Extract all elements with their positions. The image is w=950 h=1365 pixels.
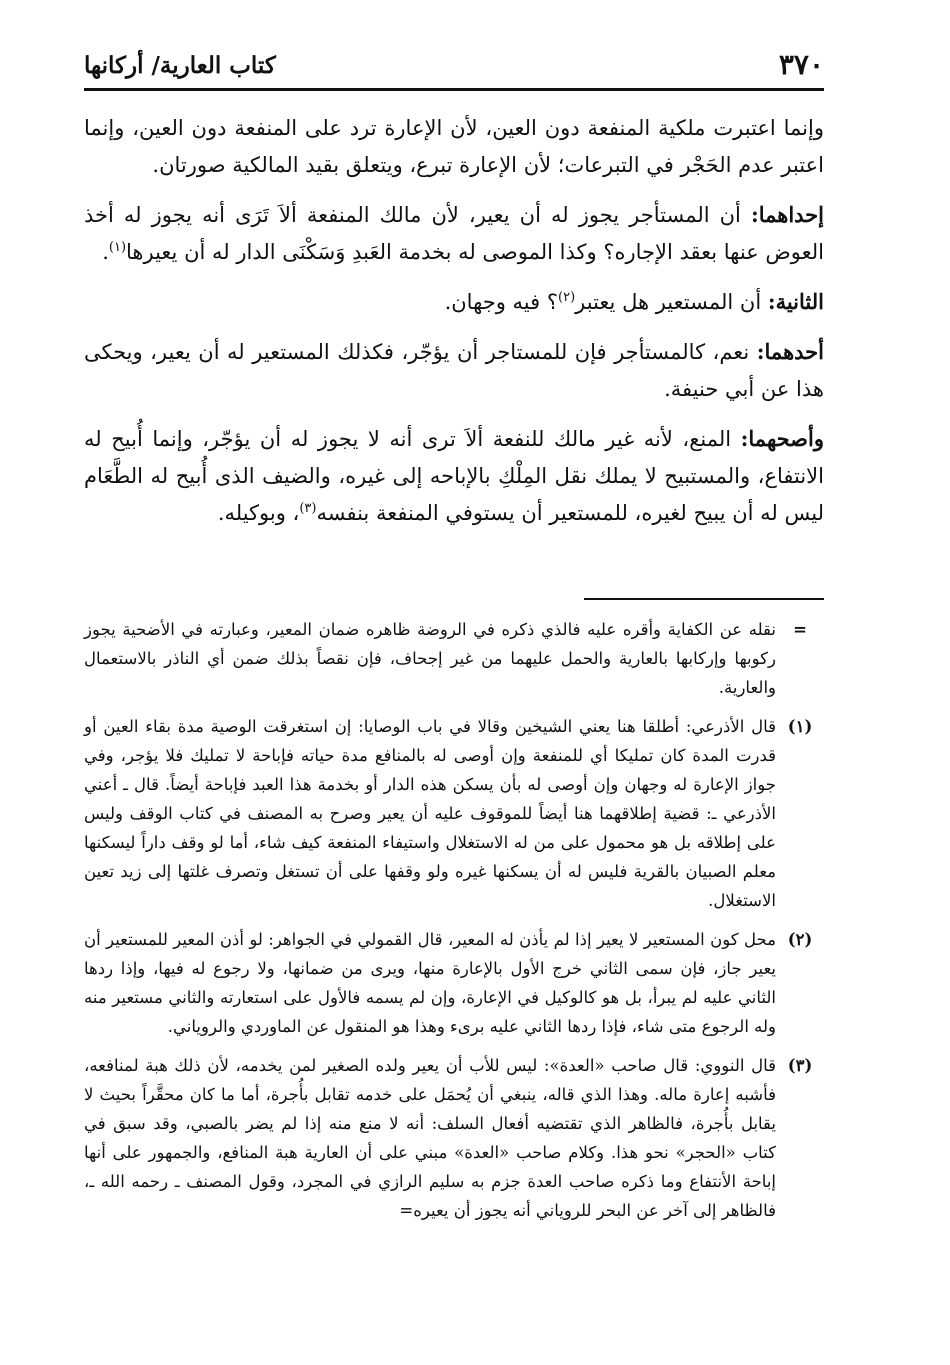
footnote-separator (584, 598, 824, 600)
paragraph-4-text: نعم، كالمستأجر فإن للمستاجر أن يؤجّر، فكذلك المستعير له أن يعير، ويحكى هذا عن أبي حنيفة. (84, 340, 824, 401)
footnote-2 (84, 925, 824, 1041)
footnote-text: نقله عن الكفاية وأقره عليه فالذي ذكره في الروضة ظاهره ضمان المعير، وعبارته في الأضحية يجوز ركوبها وإركابها بالعارية والحمل عليهما من غير إجحاف، فإن نقصاً بذلك ضمن أي الناذر بالاستعمال والعارية. (84, 620, 776, 697)
footnote-continued (84, 615, 824, 702)
footnote-text: محل كون المستعير لا يعير إذا لم يأذن له المعير، قال القمولي في الجواهر: لو أذن المعير للمستعير أن يعير جاز، فإن سمى الثاني خرج الأول بالإعارة منها، ويرى من ضمانها، ولا رجوع له فيها، وإذا ردها الثاني عليه لم يبرأ، بل هو كالوكيل في الإعارة، وإن لم يسمه فالأول على استعارته والثاني مستعير منه وله الرجوع متى شاء، فإذا ردها الثاني عليه برىء وهذا هو المنقول عن الماوردي والروياني. (84, 930, 776, 1036)
paragraph-3-text: أن المستعير هل يعتبر (575, 290, 768, 314)
paragraph-1: وإنما اعتبرت ملكية المنفعة دون العين، لأن الإعارة ترد على المنفعة دون العين، وإنما اعتبر عدم الحَجْر في التبرعات؛ لأن الإعارة تبرع، ويتعلق بقيد المالكية صورتان. (84, 116, 824, 177)
paragraph-5-lead: وأصحهما: (740, 426, 824, 451)
running-title: كتاب العارية/ أركانها (84, 52, 276, 79)
page-header (84, 48, 824, 91)
paragraph-3-lead: الثانية: (767, 289, 824, 314)
paragraph-3-end: ؟ فيه وجهان. (444, 290, 559, 314)
footnote-mark: = (793, 620, 807, 639)
footnote-ref-1: (١) (108, 240, 127, 255)
footnote-1 (84, 712, 824, 915)
paragraph-2-text: أن المستأجر يجوز له أن يعير، لأن مالك المنفعة ألاَ تَرَى أنه يجوز له أخذ العوض عنها بعقد الإجاره؟ وكذا الموصى له بخدمة العَبدِ وَسَكْنَى الدار له أن يعيرها (84, 203, 824, 264)
paragraph-3 (84, 283, 824, 321)
footnote-mark: (٢) (787, 930, 813, 949)
main-text (84, 110, 824, 544)
footnote-mark: (١) (787, 717, 813, 736)
paragraph-4-lead: أحدهما: (756, 339, 824, 364)
footnote-ref-3: (٣) (299, 501, 317, 516)
paragraph-5-text: المنع، لأنه غير مالك للنفعة ألاَ ترى أنه لا يجوز له أن يؤجّر، وإنما أُبيح له الانتفاع، والمستبيح لا يملك نقل المِلْكِ بالإباحه إلى غيره، والضيف الذى أُبيح له الطَّعَام ليس له أن يبيح لغيره، للمستعير أن يستوفي المنفعة بنفسه (84, 427, 824, 525)
paragraph-5-end: ، وبوكيله. (217, 501, 300, 525)
paragraph-2 (84, 196, 824, 271)
footnotes (84, 615, 824, 1235)
footnote-mark: (٣) (787, 1056, 813, 1075)
footnote-3 (84, 1051, 824, 1225)
footnote-ref-2: (٢) (558, 290, 576, 305)
paragraph-2-lead: إحداهما: (750, 202, 824, 227)
paragraph-4 (84, 333, 824, 408)
page-number: ٣٧٠ (778, 48, 824, 81)
footnote-text: قال النووي: قال صاحب «العدة»: ليس للأب أن يعير ولده الصغير لمن يخدمه، لأن ذلك هبة لمنافعه، فأشبه إعارة ماله. وهذا الذي قاله، ينبغي أن يُحمَل على خدمه تقابل بأُجرة، أما ما كان محقَّراً بحيث لا يقابل بأُجرة، فالظاهر الذي تقتضيه أفعال السلف: أنه لا منع منه إذا لم يضر بالصبي، وقد سبق في كتاب «الحجر» نحو هذا. وكلام صاحب «العدة» مبني على أن العارية هبة المنافع، والجمهور على أنها إباحة الأنتفاع وما ذكره صاحب العدة جزم به سليم الرازي في المجرد، وقول المصنف ـ رحمه الله ـ، فالظاهر إلى آخر عن البحر للروياني أنه يجوز أن يعيره= (84, 1056, 776, 1220)
footnote-text: قال الأذرعي: أطلقا هنا يعني الشيخين وقالا في باب الوصايا: إن استغرقت الوصية مدة بقاء العين أو قدرت المدة كان تمليكا أي للمنفعة وإن أوصى له بالمنافع مدة حياته فإباحة لا تمليك فلا يؤجر، وفي جواز الإعارة له وجهان وإن أوصى له بأن يسكن هذه الدار أو بخدمة هذا العبد فإباحة أيضاً. قال ـ أعني الأذرعي ـ: قضية إطلاقهما هنا أيضاً للموقوف عليه أن يعير وصرح به المصنف في كتاب الوقف وليس على إطلاقه بل هو محمول على من له الاستغلال واستيفاء المنفعة كيف شاء، أما لو وقف داراً ليسكنها معلم الصبيان بالقرية فليس له أن يسكنها غيره ولو وقفها على أن تستغل وتصرف غلتها إلى زيد تعين الاستغلال. (84, 717, 776, 910)
paragraph-2-end: . (102, 240, 109, 264)
paragraph-5 (84, 420, 824, 532)
